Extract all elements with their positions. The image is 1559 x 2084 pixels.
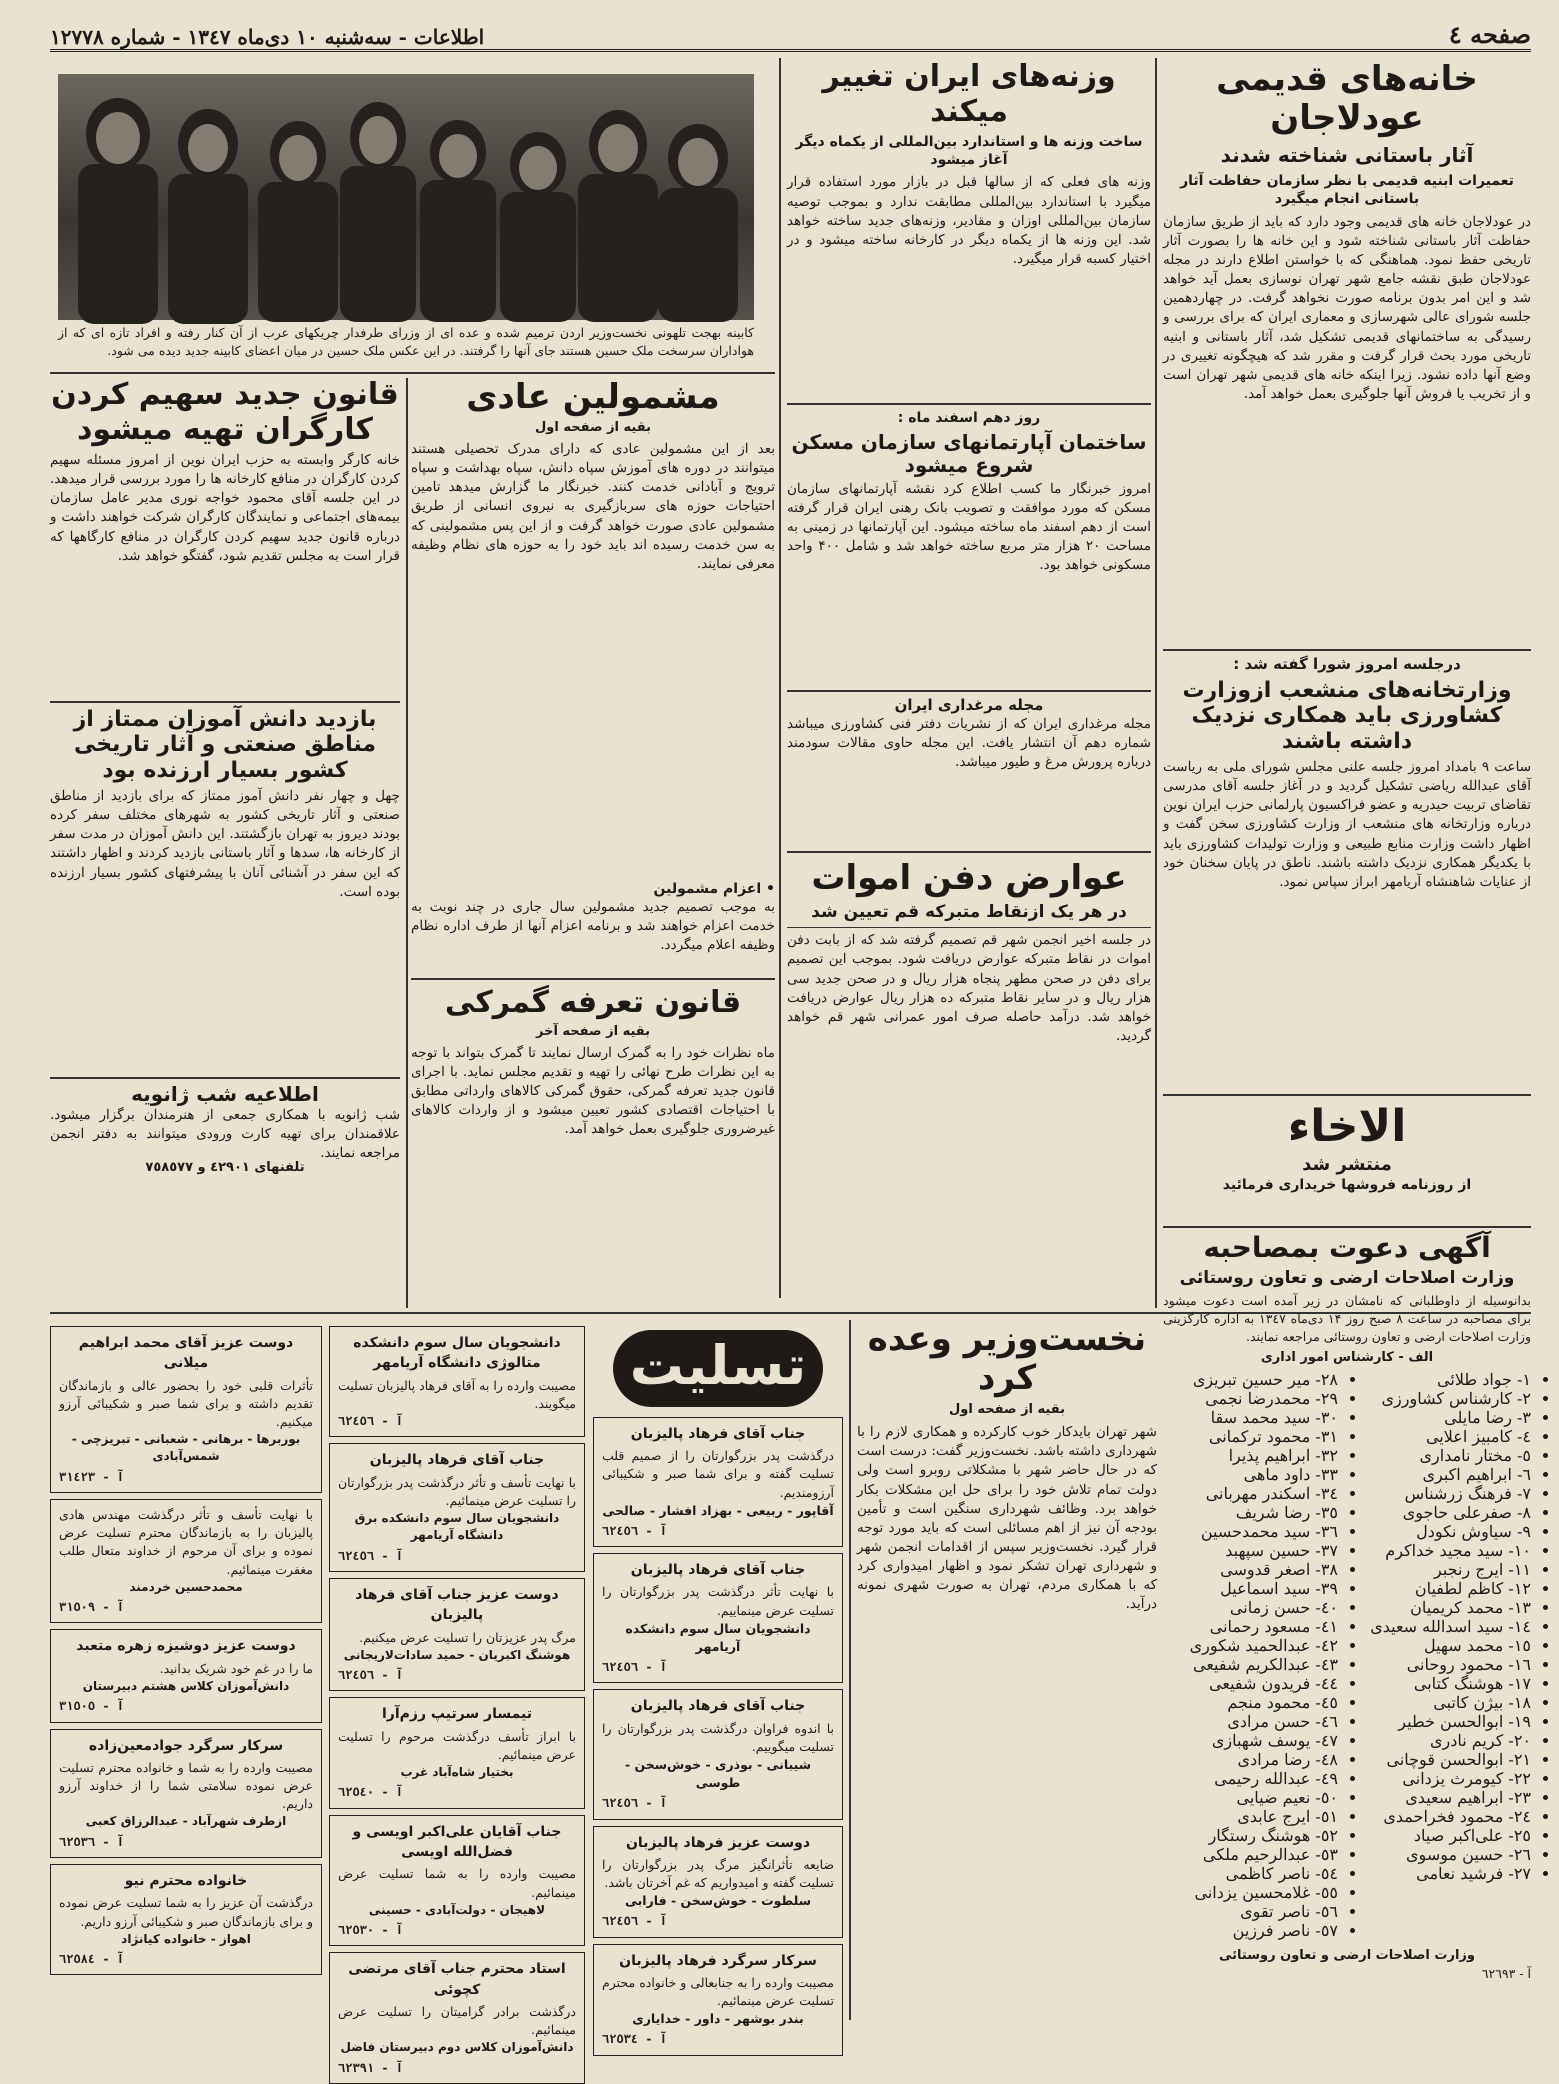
ad-body: تأثرات قلبی خود را بحضور عالی و بازماندگان تقدیم داشته و برای شما صبر و شکیبائی آرزو میکنیم. <box>59 1377 313 1429</box>
photo-caption: کابینه بهجت تلهونی نخست‌وزیر اردن ترمیم شده و عده ای از وزرای طرفدار چریکهای عرب از آن کنار رفته و افراد تازه ای که از هواداران سرسخت ملک حسین هستند جای آنها را گرفتند. در این عکس ملک حسین در میان اعضای کابینه جدید دیده می شود. <box>58 325 754 358</box>
continued-pm: بقیه از صفحه اول <box>949 1402 1065 1418</box>
candidate-name: • ٥٧- ناصر فرزین <box>1163 1921 1338 1940</box>
article-customs: ماه نظرات خود را به گمرک ارسال نمایند تا گمرک بتواند با توجه به این نظرات طرح نهائی را تهیه و تقدیم مجلس نماید. با اجرای قانون جدید تعرفه گمرکی، حقوق گمرکی کالاهای وارداتی مطابق با احتیاجات اقتصادی کشور تعیین میشود و از واردات کالاهای غیرضروری جلوگیری بعمل خواهد آمد. <box>411 1044 775 1138</box>
ad-title: جناب آقای فرهاد پالیزبان <box>630 1426 806 1442</box>
candidate-name: • ٢٨- میر حسین تبریزی <box>1163 1370 1338 1389</box>
ad-title: جناب آقای فرهاد پالیزبان <box>630 1698 806 1715</box>
candidate-name: • ٢٩- محمدرضا نجمی <box>1163 1389 1338 1408</box>
interview-ministry: وزارت اصلاحات ارضی و تعاون روستائی <box>1179 1268 1515 1289</box>
ad-body: با نهایت تأثر درگذشت پدر بزرگوارتان را تسلیت عرض مینماییم. <box>602 1584 834 1618</box>
candidate-name: • ١٩- ابوالحسن خطیر <box>1356 1712 1531 1731</box>
candidate-name: • ٣٠- سید محمد سقا <box>1163 1408 1338 1427</box>
ad-body: ضایعه تأثرانگیز مرگ پدر بزرگوارتان را تسلیت گفته و امیدواریم که غم آخرتان باشد. <box>602 1856 834 1890</box>
article-students: چهل و چهار نفر دانش آموز ممتاز که برای بازدید از مناطق صنعتی و آثار تاریخی کشور به شهرهای مختلف سفر کرده بودند دیروز به تهران بازگشتند. این دانش آموزان در مدت سفر از کارخانه ها، سدها و آثار باستانی بازدید کردند و اظهار داشتند که این سفر در آشنائی آنان با پیشرفتهای کشور بسیار ارزنده بوده است. <box>50 787 400 900</box>
alakhae-sub: منتشر شد <box>1302 1153 1392 1175</box>
subhead-burial: در هر یک ازنقاط متبرکه قم تعیین شد <box>787 901 1151 928</box>
condolence-ad <box>329 1326 585 1437</box>
ad-title: دوست عزیز دوشیزه زهره متعبد <box>76 1638 296 1655</box>
candidate-name: • ٥٣- عبدالرحیم ملکی <box>1163 1845 1338 1864</box>
candidate-name: • ٢٧- فرشید نعامی <box>1356 1864 1531 1883</box>
candidate-name: • ٤١- مسعود رحمانی <box>1163 1617 1338 1636</box>
ad-signature: اهواز - خانواده کیانژاد <box>121 1931 251 1946</box>
article-pm: شهر تهران بایدکار خوب کارکرده و همکاری لازم را با شهرداری داشته باشد. نخست‌وزیر گفت: درست است که در حال حاضر شهر با مشکلاتی روبرو است ولی دولت تمام تلاش خود را برای حل این مشکلات بکار خواهد برد. وظائف شهرداری سنگین است و تأمین بودجه آن نیز از اهم مسائلی است که باید مورد توجه قرار گیرد. نخست‌وزیر سپس از اقدامات انجمن شهر و شهرداری تهران تشکر نمود و اظهار امیدواری کرد که با همکاری مردم، تهران به صورت شهری نمونه درآید. <box>857 1424 1157 1613</box>
ad-body: با اندوه فراوان درگذشت پدر بزرگوارتان را تسلیت میگوییم. <box>602 1720 834 1754</box>
kicker-housing: روز دهم اسفند ماه : <box>787 403 1151 427</box>
kicker-weights: ساخت وزنه ها و استاندارد بین‌المللی از یکماه دیگر آغاز میشود <box>795 134 1143 169</box>
candidate-name: • ٢٦- حسین موسوی <box>1356 1845 1531 1864</box>
ad-title: جناب آقایان علی‌اکبر اویسی و فضل‌الله اویسی <box>352 1823 562 1861</box>
candidate-name: • ١٠- سید مجید خداکرم <box>1356 1541 1531 1560</box>
headline-poultry: مجله مرغداری ایران <box>787 690 1151 716</box>
headline-oudlajan: خانه‌های قدیمی عودلاجان <box>1216 59 1478 139</box>
phone-numbers: تلفنهای ٤٢٩٠١ و ٧٥٨٥٧٧ <box>145 1159 305 1175</box>
ad-signature: ازطرف شهرآباد - عبدالرزاق کعبی <box>85 1814 287 1829</box>
candidate-name: • ٥٢- هوشنگ رستگار <box>1163 1826 1338 1845</box>
candidate-name: • ١٨- بیژن کاتبی <box>1356 1693 1531 1712</box>
ad-code: آ - ٦٢٥٤٠ <box>338 1785 404 1800</box>
page-number: صفحه ٤ <box>1448 20 1531 49</box>
ad-title: جناب آقای فرهاد پالیزبان <box>369 1452 545 1469</box>
alakhae-box <box>1163 1094 1531 1214</box>
ad-body: مرگ پدر عزیزتان را تسلیت عرض میکنیم. <box>359 1629 576 1645</box>
candidate-name: • ٣٤- اسکندر مهربانی <box>1163 1484 1338 1503</box>
condolence-ad <box>329 1443 585 1572</box>
ad-code: آ - ٦٢٤٥٦ <box>338 1413 404 1428</box>
ad-title: سرکار سرگرد فرهاد پالیزبان <box>619 1952 817 1969</box>
candidate-name: • ٣٩- سید اسماعیل <box>1163 1579 1338 1598</box>
candidate-list-a <box>1356 1370 1531 1940</box>
headline-pm: نخست‌وزیر وعده کرد <box>867 1319 1147 1399</box>
continued-conscripts: بقیه از صفحه اول <box>535 420 651 436</box>
candidate-name: • ٢٥- علی‌اکبر صیاد <box>1356 1826 1531 1845</box>
ad-code: آ - ٦٢٥٣٠ <box>338 1923 404 1938</box>
candidate-name: • ٤٨- رضا مرادی <box>1163 1750 1338 1769</box>
interview-code: آ - ٦٢٦٩٣ <box>1481 1966 1531 1982</box>
ad-title: جناب آقای فرهاد پالیزبان <box>630 1562 806 1579</box>
ad-body: ما را در غم خود شریک بدانید. <box>159 1660 313 1676</box>
candidate-name: • ١٥- محمد سهیل <box>1356 1636 1531 1655</box>
alakhae-note: از روزنامه فروشها خریداری فرمائید <box>1222 1176 1472 1193</box>
condolence-column-c <box>50 1326 322 2026</box>
candidate-name: • ١٧- هوشنگ کتابی <box>1356 1674 1531 1693</box>
condolence-ad <box>50 1326 322 1493</box>
ad-title: دوست عزیز آقای محمد ابراهیم میلانی <box>78 1335 294 1372</box>
column-rule <box>849 1320 851 2020</box>
ad-body: مصیبت وارده را به آقای فرهاد پالیزبان تسلیت میگویند. <box>338 1377 576 1411</box>
article-weights: وزنه های فعلی که از سالها قبل در بازار مورد استفاده قرار میگیرد با استاندارد بین‌المللی مطابقت ندارد و بموجب توصیه سازمان بین‌المللی اوزان و مقادیر، وزنه‌های جدید ساخته خواهد شد. این وزنه ها از یکماه دیگر در کارخانه ساخته میشود و در اختیار کسبه قرار میگیرد. <box>787 174 1151 267</box>
candidate-name: • ٦- ابراهیم اکبری <box>1356 1465 1531 1484</box>
condolence-ad <box>329 1578 585 1692</box>
article-burial: در جلسه اخیر انجمن شهر قم تصمیم گرفته شد که از بابت دفن اموات در نقاط متبرکه عوارض دریافت شود. بموجب این تصمیم برای دفن در صحن مطهر پنجاه هزار ریال و در صحن جدید سی هزار ریال و در سایر نقاط متبرکه ده هزار ریال عوارض دریافت خواهد شد. درآمد حاصله صرف امور عمرانی شهر قم خواهد گردید. <box>787 932 1151 1045</box>
condolence-ad <box>593 1689 843 1819</box>
ad-signature: محمدحسین خردمند <box>129 1579 243 1594</box>
ad-title: دوست عزیز جناب آقای فرهاد پالیزبان <box>355 1586 559 1624</box>
candidate-name: • ٧- فرهنگ زرشناس <box>1356 1484 1531 1503</box>
ad-signature: هوشنگ اکبریان - حمید سادات‌لاریجانی <box>343 1647 571 1662</box>
article-housing: امروز خبرنگار ما کسب اطلاع کرد نقشه آپارتمانهای سازمان مسکن که مورد موافقت و تصویب بانک رهنی ایران قرار گرفته است از دهم اسفند ماه ساخته میشود. این آپارتمانها در زمینی به مساحت ۲۰ هزار متر مربع ساخته خواهد شد و شامل ۴۰۰ واحد مسکونی خواهد بود. <box>787 480 1151 574</box>
ad-code: آ - ٦٢٤٥٦ <box>602 1523 668 1538</box>
candidate-name: • ٣١- محمود ترکمانی <box>1163 1427 1338 1446</box>
ad-title: خانواده محترم نیو <box>124 1873 248 1890</box>
ad-code: آ - ٦٢٤٥٦ <box>602 1659 668 1674</box>
ad-title: دانشجویان سال سوم دانشکده متالوژی دانشگاه آریامهر <box>353 1335 561 1372</box>
continued-customs: بقیه از صفحه آخر <box>535 1023 651 1039</box>
condolence-ad <box>329 1952 585 2084</box>
candidate-name: • ١٢- کاظم لطفیان <box>1356 1579 1531 1598</box>
condolence-ad <box>50 1499 322 1623</box>
candidate-name: • ٢١- ابوالحسن قوچانی <box>1356 1750 1531 1769</box>
candidate-name: • ٣٨- اصغر قدوسی <box>1163 1560 1338 1579</box>
column-4 <box>50 378 400 1308</box>
ad-signature: دانشجویان سال سوم دانشکده برق دانشگاه آریامهر <box>354 1510 560 1543</box>
headline-weights: وزنه‌های ایران تغییر میکند <box>822 59 1116 129</box>
candidate-name: • ٤٦- حسن مرادی <box>1163 1712 1338 1731</box>
condolence-ad <box>50 1629 322 1722</box>
ad-code: آ - ٦٢٥٨٤ <box>59 1952 125 1967</box>
condolence-banner: تسلیت <box>613 1330 823 1407</box>
candidate-name: • ٣- رضا مایلی <box>1356 1408 1531 1427</box>
condolence-ad <box>329 1815 585 1947</box>
ad-body: مصیبت وارده را به شما و خانواده محترم تسلیت عرض نموده سلامتی شما را از خداوند آرزو داریم. <box>59 1759 313 1812</box>
ad-code: آ - ٦٢٤٥٦ <box>602 1914 668 1929</box>
ad-body: با نهایت تأسف و تأثر درگذشت پدر بزرگوارتان را تسلیت عرض مینمائیم. <box>338 1474 576 1508</box>
ad-signature: سلطوت - خوش‌سخن - فارابی <box>624 1893 812 1909</box>
ad-body: با ابراز تأسف درگذشت مرحوم را تسلیت عرض مینمائیم. <box>338 1728 576 1762</box>
headline-ministries: وزارتخانه‌های منشعب ازوزارت کشاورزی باید همکاری نزدیک داشته باشند <box>1182 678 1512 754</box>
candidate-name: • ٣٦- سید محمدحسین <box>1163 1522 1338 1541</box>
ad-signature: دانش‌آموزان کلاس هشتم دبیرستان <box>82 1678 290 1693</box>
photo-figures <box>58 74 754 320</box>
ad-body: مصیبت وارده را به شما تسلیت عرض مینمائیم. <box>338 1866 576 1900</box>
ad-code: آ - ٣١٥٠٥ <box>59 1699 125 1714</box>
article-conscripts: بعد از این مشمولین عادی که دارای مدرک تحصیلی هستند میتوانند در دوره های آموزش سپاه دانش، سپاه بهداشت و سپاه ترویج و آبادانی خدمت کنند. خبرنگار ما گزارش میدهد تامین احتیاجات حوزه های سربازگیری به نیروی انسانی از طریق مشمولین عادی صورت خواهد گرفت و از این پس مشمولینی که به سن خدمت رسیده اند باید خود را به حوزه های نظام وظیفه معرفی نمایند. <box>411 440 775 572</box>
candidate-name: • ٩- سیاوش نکودل <box>1356 1522 1531 1541</box>
candidate-name: • ٤- کامبیز اعلایی <box>1356 1427 1531 1446</box>
ad-title: سرکار سرگرد جوادمعین‌زاده <box>88 1737 284 1754</box>
candidate-name: • ١٤- سید اسدالله سعیدی <box>1356 1617 1531 1636</box>
ad-signature: بندر بوشهر - داور - خدایاری <box>632 2011 804 2027</box>
candidate-name: • ٢٣- ابراهیم سعیدی <box>1356 1788 1531 1807</box>
cabinet-photo <box>58 74 754 320</box>
ad-signature: دانش‌آموزان کلاس دوم دبیرستان فاضل <box>340 2040 574 2055</box>
condolence-ad <box>593 1826 843 1938</box>
headline-conscripts: مشمولین عادی <box>466 377 720 417</box>
photo-rule <box>50 372 775 374</box>
conscripts-subheading: • اعزام مشمولین <box>653 880 775 897</box>
article-workers: خانه کارگر وابسته به حزب ایران نوین از امروز مسئله سهیم کردن کارگران در منافع کارخانه ها را مورد بررسی قرار میدهد. در این جلسه آقای محمود خواجه نوری مدیر عامل سازمان بیمه‌های اجتماعی و نمایندگان کارگران شرکت خواهند داشت و درباره قانون جدید سهیم کردن کارگران در منافع کارگاهها که قرار است به مجلس تقدیم شود، گفتگو خواهد شد. <box>50 452 400 564</box>
ad-title: دوست عزیز فرهاد پالیزبان <box>625 1834 811 1851</box>
article-oudlajan: در عودلاجان خانه های قدیمی وجود دارد که باید از طریق سازمان حفاظت آثار باستانی شناخته شود و این خانه ها را بصورت آثار تاریخی حفظ نمود. هماهنگی که با خواستن اطلاع دارند در مجله عودلاجان طبق نقشه جامع شهر تهران نوسازی بعمل آید خواهد شد و این امر بدون برنامه صورت نخواهد گرفت. در چهاردهمین جلسه شورای عالی شهرسازی و معماری ایران که برای بررسی و رسیدگی به ساختمانهای قدیمی تشکیل شد، آثار باستانی و ابنیه تاریخی مورد بحث قرار گرفت و مقرر شد که هیچگونه تغییری در وضع آنها داده نشود. زیرا اینکه خانه های قدیمی شهر تهران است و از تخریب یا فروش آنها جلوگیری بعمل خواهد آمد. <box>1163 213 1531 402</box>
article-ministries: ساعت ۹ بامداد امروز جلسه علنی مجلس شورای ملی به ریاست آقای عبدالله ریاضی تشکیل گردید و در آغاز جلسه آقای مدرسی تقاضای تربیت حیدریه و عضو فراکسیون پارلمانی حزب ایران نوین درباره وزارتخانه های منشعب از وزارت کشاورزی سخن گفت و اظهار داشت وزارت منابع طبیعی و وزارت تولیدات کشاورزی باید با یکدیگر همکاری نزدیک داشته باشند. ناطق در پایان سخنان خود از عنایات شاهنشاه آریامهر ابراز سپاس نمود. <box>1163 758 1532 890</box>
candidate-name: • ٤٤- فریدون شفیعی <box>1163 1674 1338 1693</box>
alakhae-title: الاخاء <box>1287 1100 1407 1152</box>
ad-code: آ - ٣١٥٠٩ <box>59 1600 125 1615</box>
condolence-ad <box>50 1729 322 1858</box>
candidate-name: • ٤٢- عبدالحمید شکوری <box>1163 1636 1338 1655</box>
headline-january-night: اطلاعیه شب ژانویه <box>50 1077 400 1106</box>
ad-code: آ - ٦٢٤٥٦ <box>338 1668 404 1683</box>
ad-title: تیمسار سرتیپ رزم‌آرا <box>382 1706 532 1723</box>
ad-code: آ - ٦٢٥٣٤ <box>602 2032 668 2047</box>
candidate-name: • ٤٩- عبدالله رحیمی <box>1163 1769 1338 1788</box>
ad-signature: دانشجویان سال سوم دانشکده آریامهر <box>625 1620 811 1654</box>
candidate-name: • ١٣- محمد کریمیان <box>1356 1598 1531 1617</box>
ad-title: استاد محترم جناب آقای مرتضی کچوئی <box>348 1961 566 1998</box>
column-2 <box>787 60 1151 1310</box>
subhead-oudlajan: آثار باستانی شناخته شدند <box>1220 143 1474 168</box>
candidate-list-b <box>1163 1370 1338 1940</box>
headline-students: بازدید دانش آموزان ممتاز از مناطق صنعتی و آثار تاریخی کشور بسیار ارزنده بود <box>50 701 400 783</box>
ad-body: درگذشت آن عزیز را به شما تسلیت عرض نموده و برای بازماندگان صبر و شکیبائی آرزو داریم. <box>59 1895 313 1929</box>
candidate-name: • ٤٥- محمود منجم <box>1163 1693 1338 1712</box>
candidate-name: • ٤٣- عبدالکریم شفیعی <box>1163 1655 1338 1674</box>
candidate-name: • ١- جواد طلائی <box>1356 1370 1531 1389</box>
condolence-column-a <box>593 1326 843 2047</box>
candidate-name: • ٥٠- نعیم ضیایی <box>1163 1788 1338 1807</box>
candidate-name: • ٤٧- یوسف شهبازی <box>1163 1731 1338 1750</box>
ad-code: آ - ٦٢٣٩١ <box>338 2060 404 2075</box>
interview-intro: بدانوسیله از داوطلبانی که نامشان در زیر آمده است دعوت میشود برای مصاحبه در ساعت ۸ صبح روز ۱۴ دی‌ماه ١٣٤٧ به اداره کارگزینی وزارت اصلاحات ارضی و تعاون روستائی مراجعه نمایند. <box>1163 1293 1531 1344</box>
ad-body: با نهایت تأسف و تأثر درگذشت مهندس هادی پالیزبان را به بازماندگان محترم تسلیت عرض نموده و برای آن مرحوم از خداوند متعال طلب مغفرت مینمائیم. <box>59 1507 313 1577</box>
interview-list-title: الف - کارشناس امور اداری <box>1260 1349 1434 1365</box>
ad-body: درگذشت پدر بزرگوارتان را از صمیم قلب تسلیت گفته و برای شما صبر و شکیبائی آرزومندیم. <box>602 1448 834 1500</box>
ad-body: مصیبت وارده را به جنابعالی و خانواده محترم تسلیت عرض مینمائیم. <box>602 1974 834 2009</box>
column-3 <box>411 378 775 1298</box>
condolence-ad <box>593 1553 843 1683</box>
candidate-name: • ٥- مختار نامداری <box>1356 1446 1531 1465</box>
ad-body: درگذشت برادر گرامیتان را تسلیت عرض مینمائیم. <box>338 2004 576 2038</box>
headline-burial: عوارض دفن اموات <box>787 851 1151 898</box>
article-conscripts-2: به موجب تصمیم جدید مشمولین سال جاری در چند نوبت به خدمت اعزام خواهند شد و برنامه اعزام آنها از طرف اداره نظام وظیفه اعلام میگردد. <box>411 899 775 954</box>
condolence-ad <box>50 1864 322 1975</box>
candidate-name: • ٥١- ایرج عابدی <box>1163 1807 1338 1826</box>
condolence-ad <box>593 1417 843 1547</box>
candidate-name: • ٢٢- کیومرث یزدانی <box>1356 1769 1531 1788</box>
candidate-name: • ٣٢- ابراهیم پذیرا <box>1163 1446 1338 1465</box>
condolence-column-b <box>329 1326 585 2075</box>
article-january-night: شب ژانویه با همکاری جمعی از هنرمندان برگزار میشود. علاقمندان برای تهیه کارت ورودی میتوانند به دفتر انجمن مراجعه نمایند. <box>50 1106 400 1162</box>
headline-housing: ساختمان آپارتمانهای سازمان مسکن شروع میشود <box>791 429 1147 477</box>
headline-workers: قانون جدید سهیم کردن کارگران تهیه میشود <box>51 377 399 447</box>
article-poultry: مجله مرغداری ایران که از نشریات دفتر فنی کشاورزی میباشد شماره دهم آن انتشار یافت. این مجله حاوی مقالات سودمند درباره پرورش مرغ و طیور میباشد. <box>787 716 1151 771</box>
candidate-name: • ١٦- محمود روحانی <box>1356 1655 1531 1674</box>
interview-notice <box>1163 1226 1531 2026</box>
column-rule <box>779 58 781 1298</box>
interview-closing: وزارت اصلاحات ارضی و تعاون روستائی <box>1219 1948 1475 1964</box>
condolence-ad <box>593 1944 843 2056</box>
ad-signature: آقاپور - ربیعی - بهزاد افشار - صالحی <box>602 1502 834 1518</box>
candidate-name: • ٣٧- حسین سپهبد <box>1163 1541 1338 1560</box>
ad-signature: لاهیجان - دولت‌آبادی - حسینی <box>368 1902 546 1917</box>
masthead <box>50 20 1531 52</box>
candidate-name: • ٥٦- ناصر تقوی <box>1163 1902 1338 1921</box>
column-1 <box>1163 60 1531 1310</box>
ad-code: آ - ٦٢٥٣٦ <box>59 1834 125 1849</box>
column-rule <box>406 378 408 1308</box>
interview-lists <box>1163 1370 1531 1940</box>
candidate-name: • ٣٣- داود ماهی <box>1163 1465 1338 1484</box>
candidate-name: • ٥٤- ناصر کاظمی <box>1163 1864 1338 1883</box>
candidate-name: • ٣٥- رضا شریف <box>1163 1503 1338 1522</box>
ad-code: آ - ٦٢٤٥٦ <box>602 1796 668 1811</box>
candidate-name: • ٨- صفرعلی حاجوی <box>1356 1503 1531 1522</box>
candidate-name: • ٥٥- غلامحسین یزدانی <box>1163 1883 1338 1902</box>
candidate-name: • ٢٤- محمود فخراحمدی <box>1356 1807 1531 1826</box>
condolence-ad <box>329 1697 585 1808</box>
ad-code: آ - ٣١٤٢٣ <box>59 1469 125 1484</box>
column-rule <box>1155 58 1157 1308</box>
candidate-name: • ٢٠- کریم نادری <box>1356 1731 1531 1750</box>
session-kicker: درجلسه امروز شورا گفته شد : <box>1163 649 1531 675</box>
candidate-name: • ١١- ایرج رنجبر <box>1356 1560 1531 1579</box>
headline-customs: قانون تعرفه گمرکی <box>411 978 775 1021</box>
ad-signature: شیبانی - بوذری - خوش‌سخن - طوسی <box>624 1756 812 1791</box>
ad-signature: بختیار شاه‌آباد غرب <box>400 1765 514 1779</box>
candidate-name: • ٢- کارشناس کشاورزی <box>1356 1389 1531 1408</box>
interview-title: آگهی دعوت بمصاحبه <box>1163 1226 1531 1264</box>
ad-code: آ - ٦٢٤٥٦ <box>338 1548 404 1563</box>
pm-article <box>857 1320 1157 2020</box>
candidate-name: • ٤٠- حسن زمانی <box>1163 1598 1338 1617</box>
issue-info: اطلاعات - سه‌شنبه ١٠ دی‌ماه ١٣٤٧ - شماره ١٢٧٧٨ <box>50 25 485 49</box>
kicker-oudlajan: تعمیرات ابنیه قدیمی با نظر سازمان حفاظت آثار باستانی انجام میگیرد <box>1180 173 1514 208</box>
ad-signature: بوربرها - برهانی - شعبانی - تبریزچی - شمس‌آبادی <box>71 1431 301 1464</box>
